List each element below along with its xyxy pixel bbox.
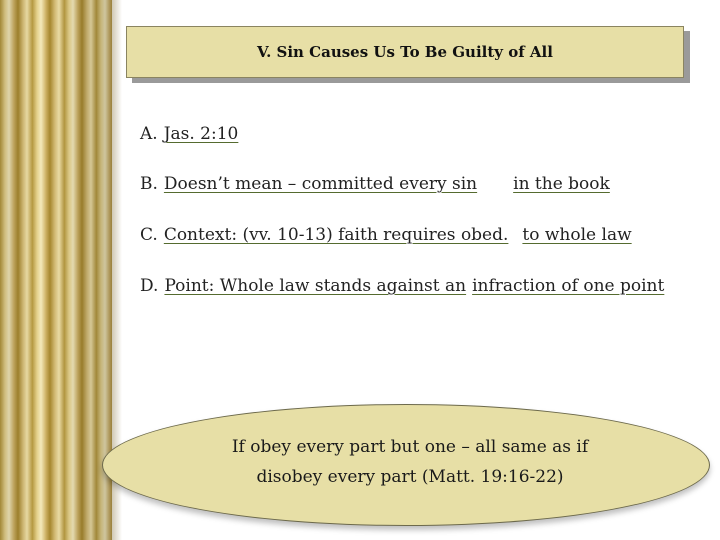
point-text-continued: to whole law	[522, 225, 632, 245]
point-text: Doesn’t mean – committed every sin	[163, 174, 478, 194]
point-text: Jas. 2:10	[163, 124, 239, 144]
point-text: Point: Whole law stands against an	[164, 276, 467, 296]
point-b	[140, 174, 610, 194]
point-letter: C.	[140, 225, 158, 245]
slide-title: V. Sin Causes Us To Be Guilty of All	[257, 43, 553, 61]
point-text-continued: infraction of one point	[472, 276, 665, 296]
decorative-gold-pillar	[0, 0, 112, 540]
point-c	[140, 225, 632, 245]
callout-text	[190, 432, 630, 492]
callout-line-1: If obey every part but one – all same as if	[231, 437, 589, 457]
point-text: Context: (vv. 10-13) faith requires obed.	[163, 225, 509, 245]
point-a	[140, 124, 238, 144]
callout-line-2: disobey every part (Matt. 19:16-22)	[256, 467, 564, 487]
point-letter: A.	[140, 124, 158, 144]
title-box	[126, 26, 684, 78]
point-letter: D.	[140, 276, 159, 296]
point-text-continued: in the book	[513, 174, 610, 194]
point-letter: B.	[140, 174, 158, 194]
point-d	[140, 276, 664, 296]
